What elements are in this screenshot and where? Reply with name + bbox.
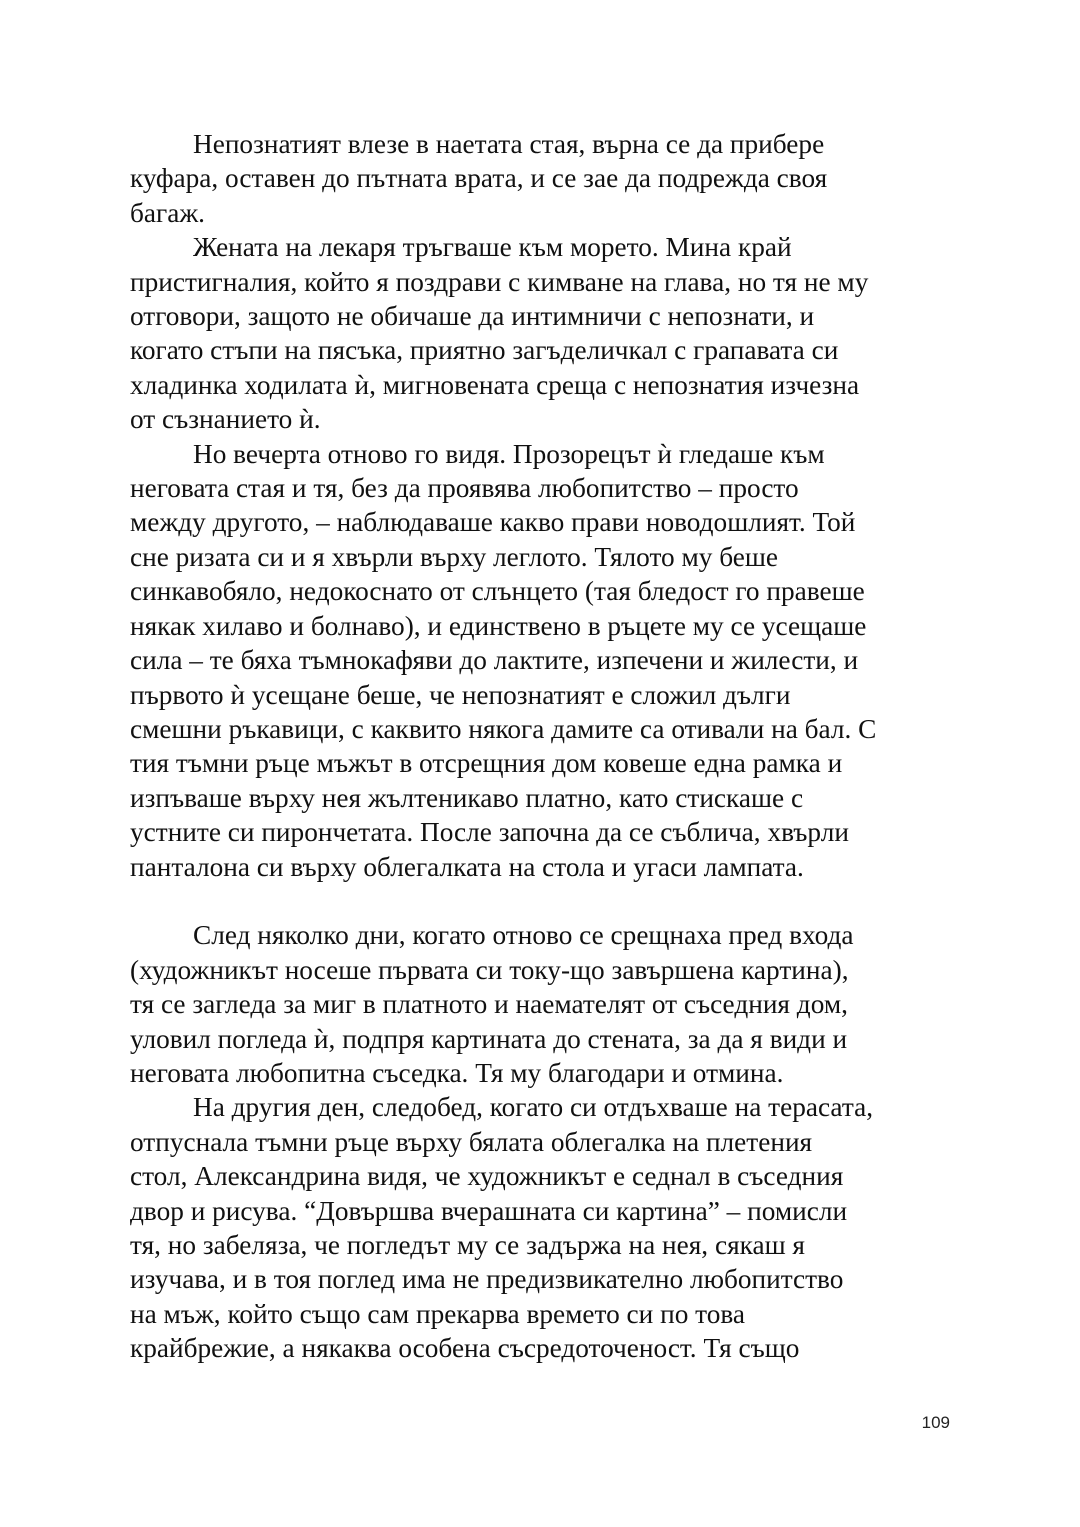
text-line: устните си пирончетата. После започна да се съблича, хвърли	[130, 817, 849, 848]
text-line: Непознатият влезе в наетата стая, върна се да прибере	[193, 129, 825, 159]
text-line: между другото, – наблюдаваше какво прави новодошлият. Той	[130, 507, 856, 538]
text-line: когато стъпи на пясъка, приятно загъделичкал с грапавата си	[130, 335, 839, 366]
text-line: хладинка ходилата ѝ, мигновената среща с непознатия изчезна	[130, 369, 860, 400]
text-line: тия тъмни ръце мъжът в отсрещния дом ковеше една рамка и	[130, 748, 843, 779]
text-line: уловил погледа ѝ, подпря картината до стената, за да я види и	[130, 1023, 848, 1054]
page-number: 109	[921, 1413, 950, 1432]
paragraph-2	[130, 230, 960, 436]
text-line: първото ѝ усещане беше, че непознатият е сложил дълги	[130, 679, 791, 710]
text-line: (художникът носеше първата си току-що завършена картина),	[130, 954, 849, 985]
text-line: На другия ден, следобед, когато си отдъхваше на терасата,	[193, 1092, 874, 1123]
text-line: от съзнанието ѝ.	[130, 404, 321, 435]
text-line: тя, но забеляза, че погледът му се задържа на нея, сякаш я	[130, 1229, 805, 1260]
text-line: двор и рисува. “Довършва вчерашната си картина” – помисли	[130, 1195, 848, 1226]
text-line: изпъваше върху нея жълтеникаво платно, като стискаше с	[130, 782, 804, 813]
text-line: пристигналия, който я поздрави с кимване на глава, но тя не му	[130, 266, 869, 297]
text-line: багаж.	[130, 197, 205, 228]
text-line: сила – те бяха тъмнокафяви до лактите, изпечени и жилести, и	[130, 645, 859, 676]
text-line: смешни ръкавици, с каквито някога дамите са отивали на бал. С	[130, 713, 877, 744]
text-line: панталона си върху облегалката на стола и угаси лампата.	[130, 851, 804, 882]
text-line: синкавобяло, недокоснато от слънцето (тая бледост го правеше	[130, 576, 865, 607]
text-line: Жената на лекаря тръгваше към морето. Мина край	[193, 232, 792, 263]
text-line: стол, Александрина видя, че художникът е седнал в съседния	[130, 1161, 844, 1192]
section-break	[130, 884, 960, 918]
text-line: отпуснала тъмни ръце върху бялата облегалка на плетения	[130, 1126, 813, 1157]
text-line: Но вечерта отново го видя. Прозорецът ѝ гледаше към	[193, 438, 825, 469]
text-line: сне ризата си и я хвърли върху леглото. Тялото му беше	[130, 541, 779, 572]
paragraph-3	[130, 437, 960, 884]
text-line: неговата стая и тя, без да проявява любопитство – просто	[130, 473, 799, 504]
text-line: тя се загледа за миг в платното и наемателят от съседния дом,	[130, 989, 848, 1020]
text-line: на мъж, който също сам прекарва времето си по това	[130, 1298, 746, 1329]
body-text	[130, 127, 960, 1366]
text-line: изучава, и в тоя поглед има не предизвикателно любопитство	[130, 1264, 844, 1295]
paragraph-4	[130, 918, 960, 1090]
text-line: отговори, защото не обичаше да интимничи с непознати, и	[130, 301, 815, 332]
text-line: куфара, оставен до пътната врата, и се зае да подрежда своя	[130, 163, 828, 194]
text-line: неговата любопитна съседка. Тя му благодари и отмина.	[130, 1057, 784, 1088]
text-line: След няколко дни, когато отново се срещнаха пред входа	[193, 920, 854, 951]
paragraph-1	[130, 127, 960, 230]
text-line: крайбрежие, а някаква особена съсредоточеност. Тя също	[130, 1333, 800, 1364]
paragraph-5	[130, 1090, 960, 1365]
text-line: някак хилаво и болнаво), и единствено в ръцете му се усещаше	[130, 610, 867, 641]
